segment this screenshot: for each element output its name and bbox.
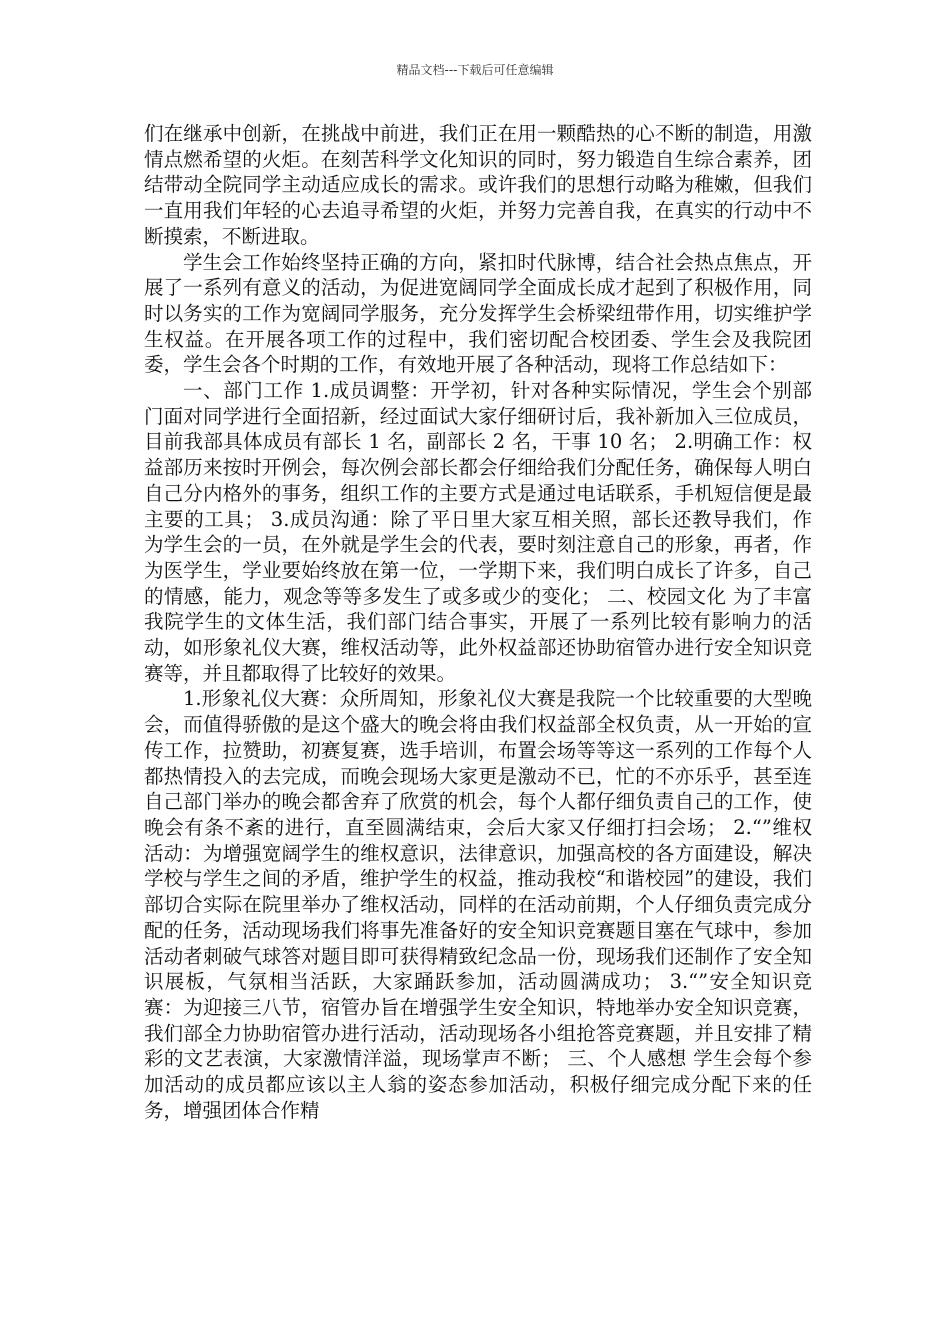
body-paragraph: 一、部门工作 1.成员调整：开学初，针对各种实际情况，学生会个别部门面对同学进行全面招新，经过面试大家仔细研讨后，我补新加入三位成员，目前我部具体成员有部长 1 名，副部长 2 名，干事 10 名； 2.明确工作：权益部历来按时开例会，每次例会部长都会仔细给我们分配任务，确保每人明白自己分内格外的事务，组织工作的主要方式是通过电话联系，手机短信便是最主要的工具； 3.成员沟通：除了平日里大家互相关照，部长还教导我们，作为学生会的一员，在外就是学生会的代表，要时刻注意自己的形象，再者，作为医学生，学业要始终放在第一位，一学期下来，我们明白成长了许多，自己的情感，能力，观念等等多发生了或多或少的变化； 二、校园文化 为了丰富我院学生的文体生活，我们部门结合事实，开展了一系列比较有影响力的活动，如形象礼仪大赛，维权活动等，此外权益部还协助宿管办进行安全知识竞赛等，并且都取得了比较好的效果。 [144,379,812,685]
document-body [144,121,812,1123]
body-paragraph: 们在继承中创新，在挑战中前进，我们正在用一颗酷热的心不断的制造，用激情点燃希望的火炬。在刻苦科学文化知识的同时，努力锻造自生综合素养，团结带动全院同学主动适应成长的需求。或许我们的思想行动略为稚嫩，但我们一直用我们年轻的心去追寻希望的火炬，并努力完善自我，在真实的行动中不断摸索，不断进取。 [144,122,812,248]
body-paragraph: 1.形象礼仪大赛：众所周知，形象礼仪大赛是我院一个比较重要的大型晚会，而值得骄傲的是这个盛大的晚会将由我们权益部全权负责，从一开始的宣传工作，拉赞助，初赛复赛，选手培训，布置会场等等这一系列的工作每个人都热情投入的去完成，而晚会现场大家更是激动不已，忙的不亦乐乎，甚至连自己部门举办的晚会都舍弃了欣赏的机会，每个人都仔细负责自己的工作，使晚会有条不紊的进行，直至圆满结束，会后大家又仔细打扫会场； 2.“”维权活动：为增强宽阔学生的维权意识，法律意识，加强高校的各方面建设，解决学校与学生之间的矛盾，维护学生的权益，推动我校“和谐校园”的建设，我们部切合实际在院里举办了维权活动，同样的在活动前期，个人仔细负责完成分配的任务，活动现场我们将事先准备好的安全知识竞赛题目塞在气球中，参加活动者刺破气球答对题目即可获得精致纪念品一份，现场我们还制作了安全知识展板，气氛相当活跃，大家踊跃参加，活动圆满成功； 3.“”安全知识竞赛：为迎接三八节，宿管办旨在增强学生安全知识，特地举办安全知识竞赛，我们部全力协助宿管办进行活动，活动现场各小组抢答竞赛题，并且安排了精彩的文艺表演，大家激情洋溢，现场掌声不断； 三、个人感想 学生会每个参加活动的成员都应该以主人翁的姿态参加活动，积极仔细完成分配下来的任务，增强团体合作精 [144,687,812,1122]
body-paragraph: 学生会工作始终坚持正确的方向，紧扣时代脉博，结合社会热点焦点，开展了一系列有意义的活动，为促进宽阔同学全面成长成才起到了积极作用，同时以务实的工作为宽阔同学服务，充分发挥学生会桥梁纽带作用，切实维护学生权益。在开展各项工作的过程中，我们密切配合校团委、学生会及我院团委，学生会各个时期的工作，有效地开展了各种活动，现将工作总结如下： [144,250,812,377]
page-header: 精品文档---下载后可任意编辑 [396,63,554,77]
